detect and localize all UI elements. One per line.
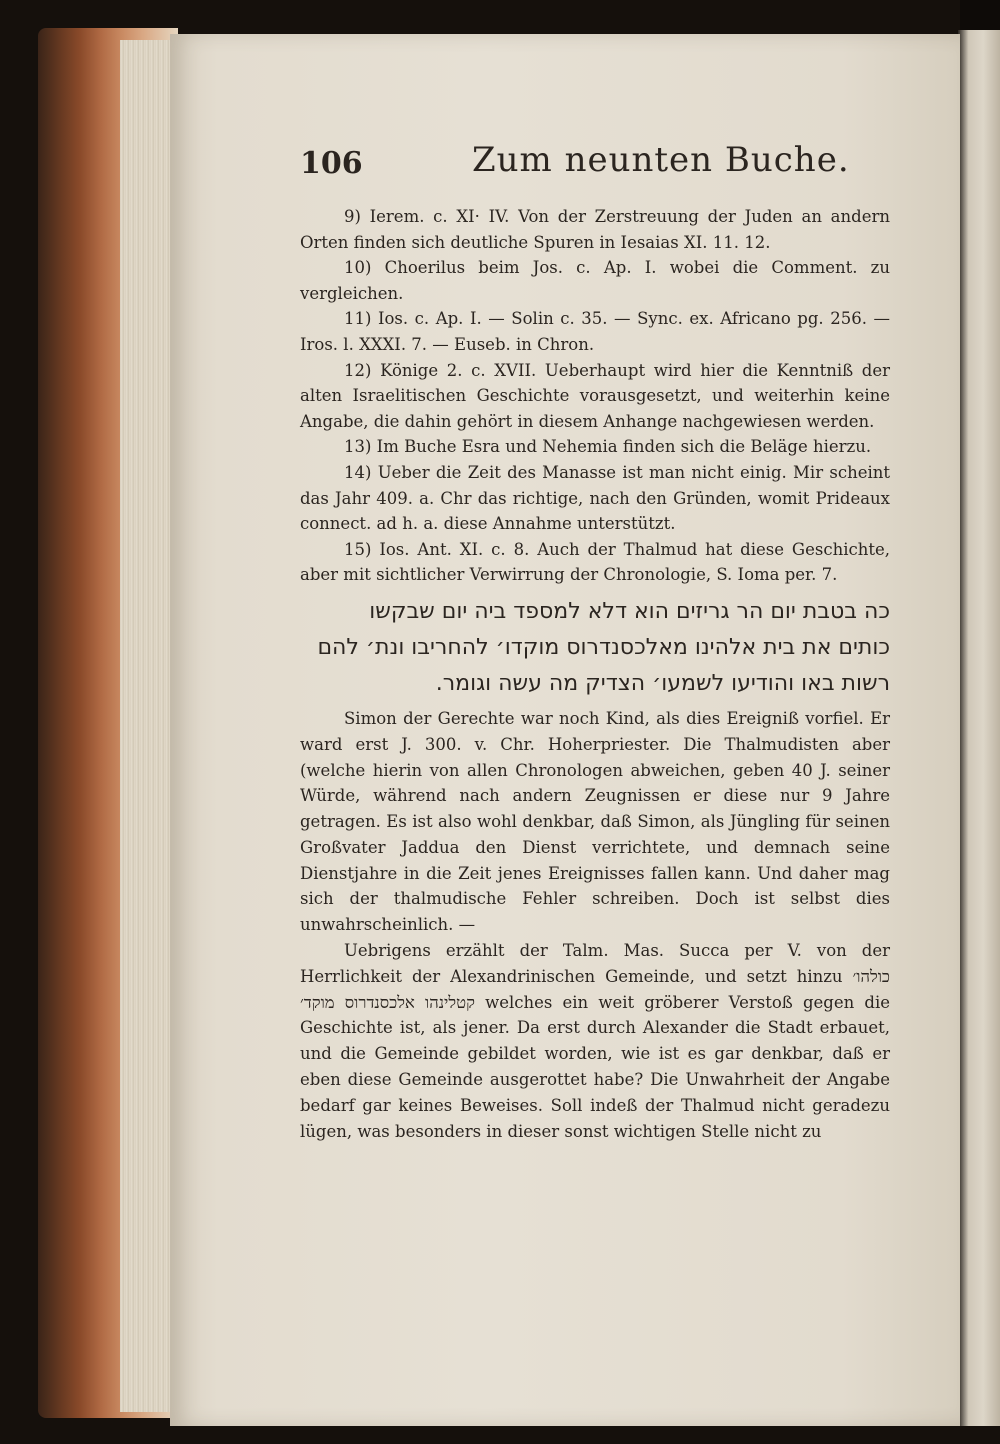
footnote-13: 13) Im Buche Esra und Nehemia finden sich die Beläge hierzu. (344, 437, 872, 457)
page-text (300, 140, 890, 1144)
body-paragraph-simon: Simon der Gerechte war noch Kind, als dies Ereigniß vorfiel. Er ward erst J. 300. v. Chr. Hoherpriester. Die Thalmudisten aber (welche hierin von allen Chronologen abweichen, geben 40 J. seiner Würde, während nach andern Zeugnissen er diese nur 9 Jahre getragen. Es ist also wohl denkbar, daß Simon, als Jüngling für seinen Großvater Jaddua den Dienst verrichtete, und demnach seine Dienstjahre in die Zeit jenes Ereignisses fallen kann. Und daher mag sich der thalmudische Fehler schreiben. Doch ist selbst dies unwahrscheinlich. — (300, 708, 890, 935)
footnote-12: 12) Könige 2. c. XVII. Ueberhaupt wird hier die Kenntniß der alten Israelitischen Geschichte vorausgesetzt, und weiterhin keine Angabe, die dahin gehört in diesem Anhange nachgewiesen werden. (300, 360, 890, 431)
footnote-11: 11) Ios. c. Ap. I. — Solin c. 35. — Sync. ex. Africano pg. 256. — Iros. l. XXXI. 7. — Euseb. in Chron. (300, 309, 890, 354)
footnote-15: 15) Ios. Ant. XI. c. 8. Auch der Thalmud hat diese Geschichte, aber mit sichtlicher Verwirrung der Chronologie, S. Ioma per. 7. (300, 539, 890, 585)
hebrew-quotation (300, 594, 890, 702)
facing-page-edge (958, 30, 1000, 1426)
background-corner (960, 0, 1000, 30)
running-title: Zum neunten Buche. (472, 140, 850, 180)
hebrew-line: רשות באו והודיעו לשמעו׳ הצדיק מה עשה וגומר. (435, 670, 890, 696)
footnote-14: 14) Ueber die Zeit des Manasse ist man nicht einig. Mir scheint das Jahr 409. a. Chr das richtige, nach den Gründen, womit Prideaux connect. ad h. a. diese Annahme unterstützt. (300, 462, 890, 534)
hebrew-line: כותים את בית אלהינו מאלכסנדרוס מוקדו׳ להחריבו ונת׳ להם (317, 634, 890, 660)
footnote-10: 10) Choerilus beim Jos. c. Ap. I. wobei die Comment. zu vergleichen. (300, 258, 890, 303)
page-number: 106 (300, 146, 363, 181)
body-paragraph-uebrigens: Uebrigens erzählt der Talm. Mas. Succa per V. von der Herrlichkeit der Alexandrinischen Gemeinde, und setzt hinzu כולהו׳ קטלינהו אלכסנדרוס מוקד׳ welches ein weit gröberer Verstoß gegen die Geschichte ist, als jener. Da erst durch Alexander die Stadt erbauet, und die Gemeinde gebildet worden, wie ist es gar denkbar, daß er eben diese Gemeinde ausgerottet habe? Die Unwahrheit der Angabe bedarf gar keines Beweises. Soll indeß der Thalmud nicht geradezu lügen, was besonders in dieser sonst wichtigen Stelle nicht zu (300, 941, 890, 1141)
footnote-9: 9) Ierem. c. XI· IV. Von der Zerstreuung der Juden an andern Orten finden sich deutliche Spuren in Iesaias XI. 11. 12. (300, 207, 890, 252)
page-header (300, 140, 890, 196)
hebrew-line: כה בטבת יום הר גריזים הוא דלא למספד ביה יום שבקשו (369, 598, 890, 624)
